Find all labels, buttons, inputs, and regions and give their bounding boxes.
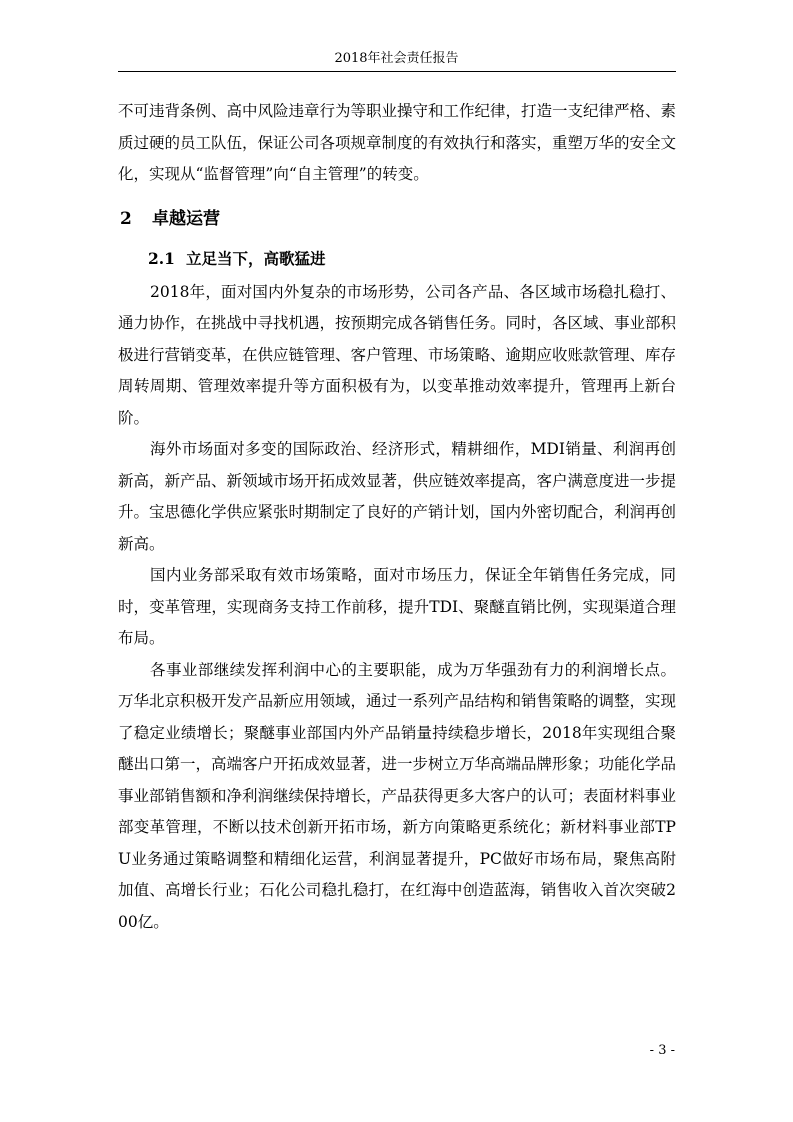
continued-paragraph: 不可违背条例、高中风险违章行为等职业操守和工作纪律，打造一支纪律严格、素质过硬的员工队伍，保证公司各项规章制度的有效执行和落实，重塑万华的安全文化，实现从“监督管理”向“自主管理”的转变。 — [118, 102, 677, 183]
paragraph-overview: 2018年，面对国内外复杂的市场形势，公司各产品、各区域市场稳扎稳打、通力协作，在挑战中寻找机遇，按预期完成各销售任务。同时，各区域、事业部积极进行营销变革，在供应链管理、客户管理、市场策略、逾期应收账款管理、库存周转周期、管理效率提升等方面积极有为，以变革推动效率提升，管理再上新台阶。 — [118, 282, 677, 427]
running-header-title: 2018年社会责任报告 — [334, 51, 459, 66]
page-number: - 3 - — [649, 1043, 675, 1058]
paragraph-domestic-business: 国内业务部采取有效市场策略，面对市场压力，保证全年销售任务完成，同时，变革管理，实现商务支持工作前移，提升TDI、聚醚直销比例，实现渠道合理布局。 — [118, 566, 676, 647]
paragraph-overseas-market: 海外市场面对多变的国际政治、经济形式，精耕细作，MDI销量、利润再创新高，新产品、新领域市场开拓成效显著，供应链效率提高，客户满意度进一步提升。宝思德化学供应紧张时期制定了良好的产销计划，国内外密切配合，利润再创新高。 — [118, 440, 677, 553]
header-rule — [118, 71, 676, 72]
section-heading — [120, 201, 676, 237]
subsection-title: 立足当下，高歌猛进 — [186, 248, 326, 268]
section-number: 2 — [120, 208, 132, 229]
section-title: 卓越运营 — [152, 208, 220, 229]
subsection-heading — [148, 241, 676, 277]
subsection-number: 2.1 — [148, 248, 175, 268]
page-body — [118, 96, 676, 938]
paragraph-business-units: 各事业部继续发挥利润中心的主要职能，成为万华强劲有力的利润增长点。万华北京积极开发产品新应用领域，通过一系列产品结构和销售策略的调整，实现了稳定业绩增长；聚醚事业部国内外产品销量持续稳步增长，2018年实现组合聚醚出口第一，高端客户开拓成效显著，进一步树立万华高端品牌形象；功能化学品事业部销售额和净利润继续保持增长，产品获得更多大客户的认可；表面材料事业部变革管理，不断以技术创新开拓市场，新方向策略更系统化；新材料事业部TPU业务通过策略调整和精细化运营，利润显著提升，PC做好市场布局，聚焦高附加值、高增长行业；石化公司稳扎稳打，在红海中创造蓝海，销售收入首次突破200亿。 — [118, 660, 677, 931]
